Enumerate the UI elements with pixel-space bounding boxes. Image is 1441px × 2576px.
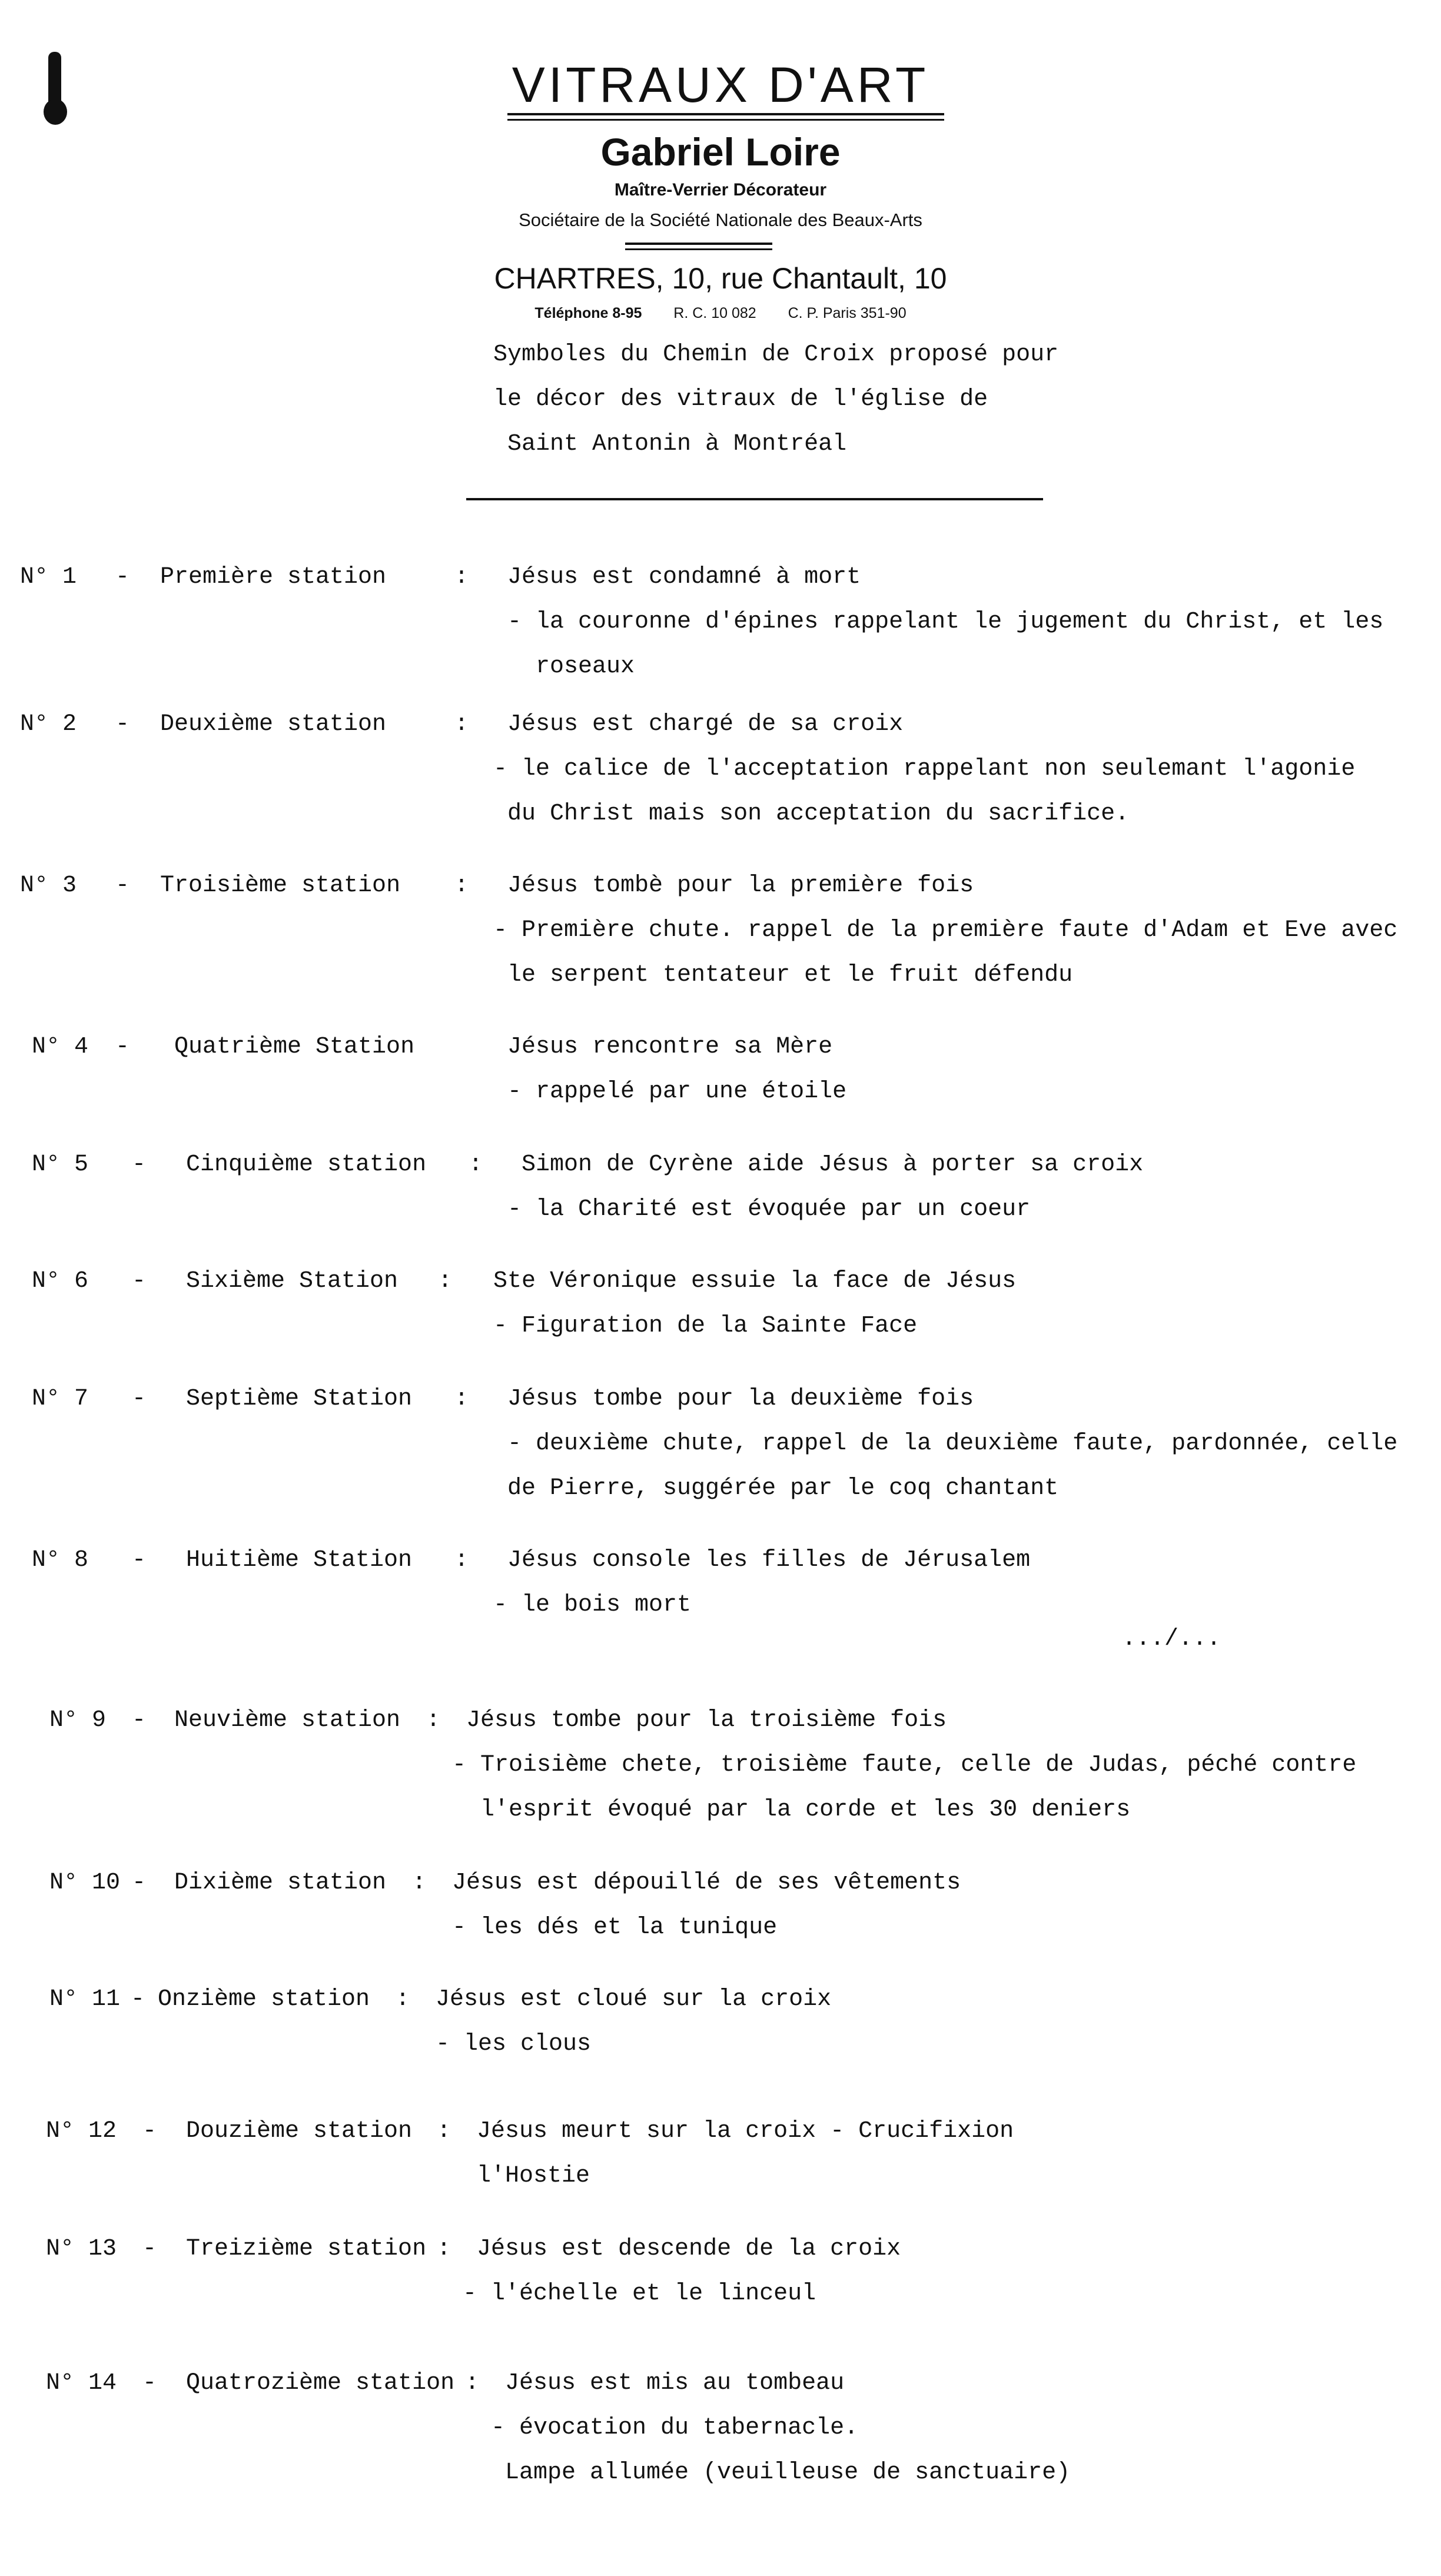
station-line: l'esprit évoqué par la corde et les 30 deniers — [480, 1797, 1131, 1823]
station-line: Simon de Cyrène aide Jésus à porter sa croix — [522, 1151, 1144, 1178]
station-name: Septième Station — [186, 1386, 413, 1412]
rc-number: R. C. 10 082 — [673, 305, 756, 321]
station-line: - Troisième chete, troisième faute, celle de Judas, péché contre — [452, 1752, 1357, 1778]
station-line: Jésus est condamné à mort — [507, 564, 861, 590]
station-dash: - — [132, 1386, 147, 1412]
station-colon: : — [469, 1151, 483, 1178]
station-colon: : — [426, 1707, 441, 1734]
subject-line-3: Saint Antonin à Montréal — [507, 431, 847, 457]
station-line: - évocation du tabernacle. — [491, 2415, 859, 2441]
station-number: N° 6 — [32, 1268, 89, 1294]
address: CHARTRES, 10, rue Chantault, 10 — [494, 262, 947, 295]
station-line: du Christ mais son acceptation du sacrifice. — [507, 801, 1130, 827]
station-number: N° 12 — [46, 2118, 117, 2145]
station-dash: - — [142, 2118, 157, 2145]
station-dash: - — [142, 2370, 157, 2396]
station-line: Jésus est cloué sur la croix — [436, 1986, 832, 2013]
station-line: - la Charité est évoquée par un coeur — [507, 1196, 1031, 1223]
society-rule-2 — [625, 248, 772, 250]
station-dash: - — [132, 1870, 147, 1896]
station-colon: : — [465, 2370, 480, 2396]
station-number: N° 4 — [32, 1034, 89, 1060]
station-name: Dixième station — [174, 1870, 387, 1896]
station-dash: - — [115, 564, 130, 590]
station-number: N° 1 — [20, 564, 77, 590]
station-line: Jésus est chargé de sa croix — [507, 711, 904, 738]
station-line: - les clous — [436, 2031, 592, 2057]
subject-line-2: le décor des vitraux de l'église de — [493, 386, 988, 413]
station-colon: : — [437, 2236, 451, 2262]
station-line: - le calice de l'acceptation rappelant non seulemant l'agonie — [493, 756, 1356, 782]
letterhead-title: VITRAUX D'ART — [512, 57, 929, 112]
station-name: Quatrozième station — [186, 2370, 455, 2396]
station-line: - le bois mort — [493, 1592, 692, 1618]
station-name: Troisième station — [160, 872, 401, 899]
station-colon: : — [396, 1986, 410, 2013]
station-line: Jésus rencontre sa Mère — [507, 1034, 833, 1060]
station-line: Lampe allumée (veuilleuse de sanctuaire) — [505, 2459, 1071, 2486]
company-name: Gabriel Loire — [600, 130, 841, 174]
station-dash: - — [115, 1034, 130, 1060]
station-name: Première station — [160, 564, 387, 590]
station-name: Quatrième Station — [174, 1034, 415, 1060]
continuation-mark: .../... — [1122, 1626, 1221, 1652]
station-line: Jésus est dépouillé de ses vêtements — [452, 1870, 961, 1896]
station-line: Ste Véronique essuie la face de Jésus — [493, 1268, 1017, 1294]
phone: Téléphone 8-95 — [534, 305, 642, 321]
station-name: Cinquième station — [186, 1151, 427, 1178]
station-name: Onzième station — [158, 1986, 370, 2013]
station-line: de Pierre, suggérée par le coq chantant — [507, 1475, 1059, 1502]
station-dash: - — [142, 2236, 157, 2262]
station-colon: : — [454, 564, 469, 590]
station-line: le serpent tentateur et le fruit défendu — [507, 962, 1073, 988]
station-line: Jésus console les filles de Jérusalem — [507, 1547, 1031, 1574]
station-dash: - — [132, 1547, 147, 1574]
station-name: Treizième station — [186, 2236, 427, 2262]
station-dash: - — [115, 872, 130, 899]
station-name: Huitième Station — [186, 1547, 413, 1574]
station-colon: : — [454, 872, 469, 899]
station-line: Jésus est descende de la croix — [477, 2236, 901, 2262]
station-line: Jésus tombe pour la troisième fois — [466, 1707, 947, 1734]
station-colon: : — [412, 1870, 427, 1896]
station-number: N° 2 — [20, 711, 77, 738]
station-dash: - — [115, 711, 130, 738]
cp-number: C. P. Paris 351-90 — [788, 305, 907, 321]
society-rule-1 — [625, 243, 772, 245]
contact-row — [0, 305, 1441, 322]
station-number: N° 5 — [32, 1151, 89, 1178]
station-line: - les dés et la tunique — [452, 1914, 778, 1941]
title-rule-1 — [507, 113, 944, 115]
station-dash: - — [132, 1707, 147, 1734]
station-name: Deuxième station — [160, 711, 387, 738]
station-number: N° 10 — [49, 1870, 121, 1896]
station-colon: : — [454, 711, 469, 738]
station-colon: : — [437, 2118, 451, 2145]
station-number: N° 13 — [46, 2236, 117, 2262]
station-name: Neuvième station — [174, 1707, 401, 1734]
title-rule-2 — [507, 119, 944, 121]
station-number: N° 9 — [49, 1707, 107, 1734]
station-line: Jésus est mis au tombeau — [505, 2370, 845, 2396]
station-line: - Figuration de la Sainte Face — [493, 1313, 918, 1339]
station-dash: - — [131, 1986, 145, 2013]
station-colon: : — [454, 1386, 469, 1412]
station-colon: : — [438, 1268, 453, 1294]
station-name: Douzième station — [186, 2118, 413, 2145]
profession: Maître-Verrier Décorateur — [614, 180, 827, 200]
station-line: roseaux — [536, 653, 635, 680]
station-number: N° 7 — [32, 1386, 89, 1412]
station-line: - l'échelle et le linceul — [463, 2280, 816, 2307]
station-line: - Première chute. rappel de la première faute d'Adam et Eve avec — [493, 917, 1398, 944]
station-number: N° 11 — [49, 1986, 121, 2013]
station-name: Sixième Station — [186, 1268, 399, 1294]
station-line: l'Hostie — [477, 2163, 590, 2189]
station-line: - rappelé par une étoile — [507, 1078, 847, 1105]
station-dash: - — [132, 1268, 147, 1294]
station-dash: - — [132, 1151, 147, 1178]
station-line: - la couronne d'épines rappelant le jugement du Christ, et les — [507, 609, 1384, 635]
station-line: Jésus tombè pour la première fois — [507, 872, 974, 899]
station-line: Jésus tombe pour la deuxième fois — [507, 1386, 974, 1412]
station-number: N° 3 — [20, 872, 77, 899]
subject-divider — [466, 498, 1043, 500]
station-number: N° 14 — [46, 2370, 117, 2396]
station-colon: : — [454, 1547, 469, 1574]
station-line: - deuxième chute, rappel de la deuxième faute, pardonnée, celle — [507, 1430, 1398, 1457]
station-number: N° 8 — [32, 1547, 89, 1574]
subject-line-1: Symboles du Chemin de Croix proposé pour — [493, 341, 1059, 368]
society: Sociétaire de la Société Nationale des Beaux-Arts — [519, 210, 922, 230]
station-line: Jésus meurt sur la croix - Crucifixion — [477, 2118, 1014, 2145]
